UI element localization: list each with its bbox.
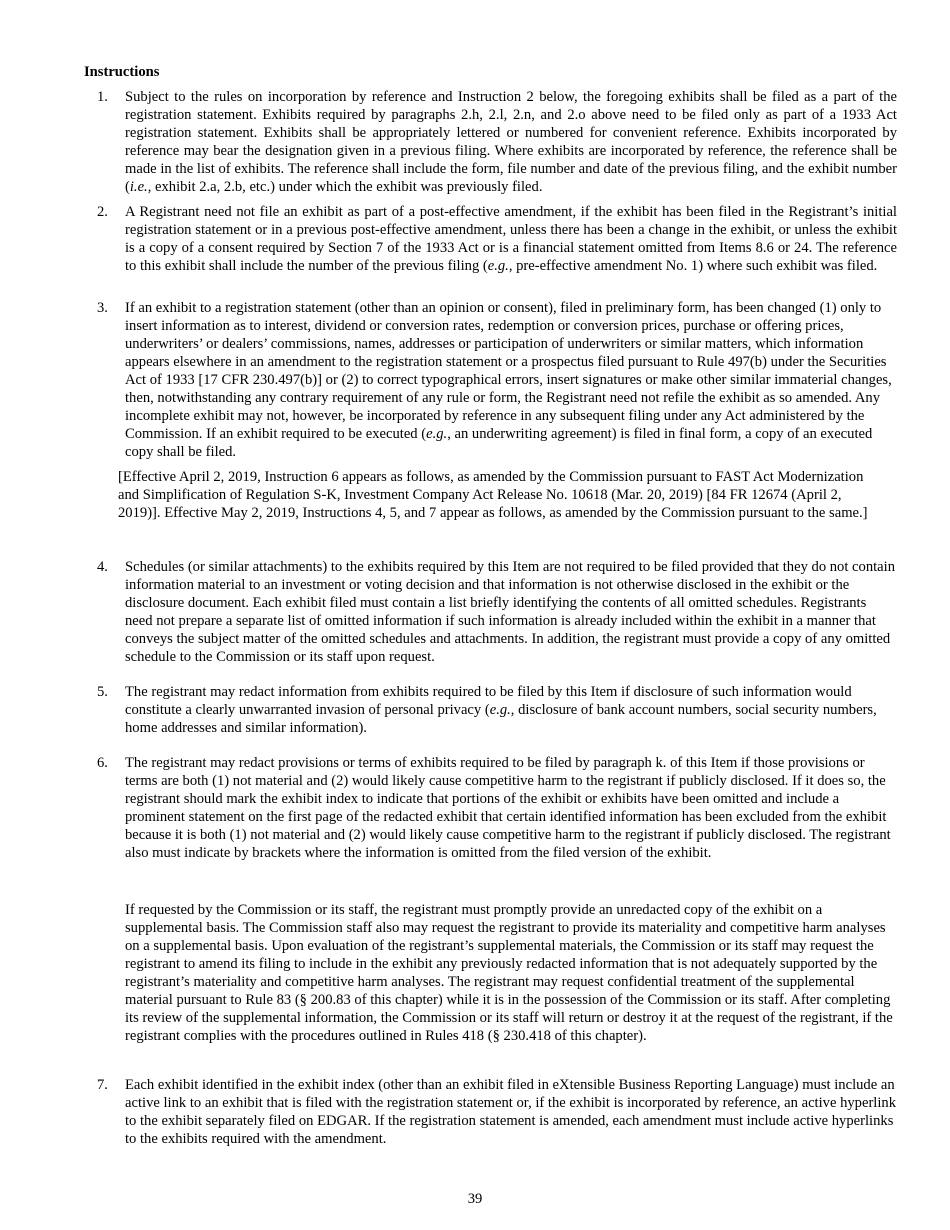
item-text: The registrant may redact information from exhibits required to be filed by this Item if disclosure of such information would constitute a clearly unwarranted invasion of personal privacy (e.g., disclosure of bank account numbers, social security numbers, home addresses and similar information). <box>125 684 877 736</box>
instruction-item-6 <box>97 754 897 862</box>
instructions-heading: Instructions <box>84 64 160 80</box>
instruction-item-5 <box>97 683 897 737</box>
instruction-item-1 <box>97 88 897 196</box>
item-number: 4. <box>97 559 108 575</box>
item-number: 2. <box>97 204 108 220</box>
page-number: 39 <box>467 1191 483 1207</box>
item-text: A Registrant need not file an exhibit as part of a post-effective amendment, if the exhibit has been filed in the Registrant’s initial registration statement or in a previous post-effective amendment, unless there has been a change in the exhibit, or unless the exhibit is a copy of a consent required by Section 7 of the 1933 Act or is a financial statement omitted from Items 8.6 or 24. The reference to this exhibit shall include the number of the previous filing (e.g., pre-effective amendment No. 1) where such exhibit was filed. <box>125 204 897 274</box>
item-text: Schedules (or similar attachments) to the exhibits required by this Item are not required to be filed provided that they do not contain information material to an investment or voting decision and that information is not otherwise disclosed in the exhibit or the disclosure document. Each exhibit filed must contain a list briefly identifying the contents of all omitted schedules. Registrants need not prepare a separate list of omitted information if such information is already included within the exhibit in a manner that conveys the subject matter of the omitted schedules and attachments. In addition, the registrant must provide a copy of any omitted schedule to the Commission or its staff upon request. <box>125 559 896 665</box>
item-text: Subject to the rules on incorporation by reference and Instruction 2 below, the foregoing exhibits shall be filed as a part of the registration statement. Exhibits required by paragraphs 2.h, 2.l, 2.n, and 2.o above need to be filed only as part of a 1933 Act registration statement. Exhibits shall be appropriately lettered or numbered for convenient reference. Exhibits incorporated by reference may bear the designation given in a previous filing. Where exhibits are incorporated by reference, the reference shall be made in the list of exhibits. The reference shall include the form, file number and date of the previous filing, and the exhibit number (i.e., exhibit 2.a, 2.b, etc.) under which the exhibit was previously filed. <box>125 89 897 195</box>
item-text: The registrant may redact provisions or terms of exhibits required to be filed by paragraph k. of this Item if those provisions or terms are both (1) not material and (2) would likely cause competitive harm to the registrant if publicly disclosed. If it does so, the registrant should mark the exhibit index to indicate that portions of the exhibit or exhibits have been omitted and include a prominent statement on the first page of the redacted exhibit that certain identified information has been excluded from the exhibit because it is both (1) not material and (2) would likely cause competitive harm to the registrant if publicly disclosed. The registrant also must indicate by brackets where the information is omitted from the filed version of the exhibit. <box>125 755 891 861</box>
item-number: 5. <box>97 684 108 700</box>
item-number: 1. <box>97 89 108 105</box>
instruction-item-3 <box>97 299 897 461</box>
item-number: 3. <box>97 300 108 316</box>
instruction-item-2 <box>97 203 897 275</box>
item-number: 6. <box>97 755 108 771</box>
item-text: If an exhibit to a registration statement (other than an opinion or consent), filed in preliminary form, has been changed (1) only to insert information as to interest, dividend or conversion rates, redemption or conversion prices, purchase or offering prices, underwriters’ or dealers’ commissions, names, addresses or participation of underwriters or similar matters, which information appears elsewhere in an amendment to the registration statement or a prospectus filed pursuant to Rule 497(b) under the Securities Act of 1933 [17 CFR 230.497(b)] or (2) to correct typographical errors, insert signatures or make other similar immaterial changes, then, notwithstanding any contrary requirement of any rule or form, the Registrant need not refile the exhibit as so amended. Any incomplete exhibit may not, however, be incorporated by reference in any subsequent filing under any Act administered by the Commission. If an exhibit required to be executed (e.g., an underwriting agreement) is filed in final form, a copy of an executed copy shall be filed. <box>125 300 892 460</box>
effective-date-note: [Effective April 2, 2019, Instruction 6 appears as follows, as amended by the Commission pursuant to FAST Act Modernization and Simplification of Regulation S-K, Investment Company Act Release No. 10618 (Mar. 20, 2019) [84 FR 12674 (April 2, 2019)]. Effective May 2, 2019, Instructions 4, 5, and 7 appear as follows, as amended by the Commission pursuant to the same.] <box>118 469 868 521</box>
instruction-item-7 <box>97 1076 897 1148</box>
item-number: 7. <box>97 1077 108 1093</box>
instruction-item-4 <box>97 558 897 666</box>
instruction-item-6-continuation: If requested by the Commission or its staff, the registrant must promptly provide an unredacted copy of the exhibit on a supplemental basis. The Commission staff also may request the registrant to provide its materiality and competitive harm analyses on a supplemental basis. Upon evaluation of the registrant’s supplemental materials, the Commission or its staff may request the registrant to amend its filing to include in the exhibit any previously redacted information that is not adequately supported by the registrant’s materiality and competitive harm analyses. The registrant may request confidential treatment of the supplemental material pursuant to Rule 83 (§ 200.83 of this chapter) while it is in the possession of the Commission or its staff. After completing its review of the supplemental information, the Commission or its staff will return or destroy it at the request of the registrant, if the registrant complies with the procedures outlined in Rules 418 (§ 230.418 of this chapter). <box>125 902 893 1044</box>
item-text: Each exhibit identified in the exhibit index (other than an exhibit filed in eXtensible Business Reporting Language) must include an active link to an exhibit that is filed with the registration statement or, if the exhibit is incorporated by reference, an active hyperlink to the exhibit separately filed on EDGAR. If the registration statement is amended, each amendment must include active hyperlinks to the exhibits required with the amendment. <box>125 1077 897 1147</box>
